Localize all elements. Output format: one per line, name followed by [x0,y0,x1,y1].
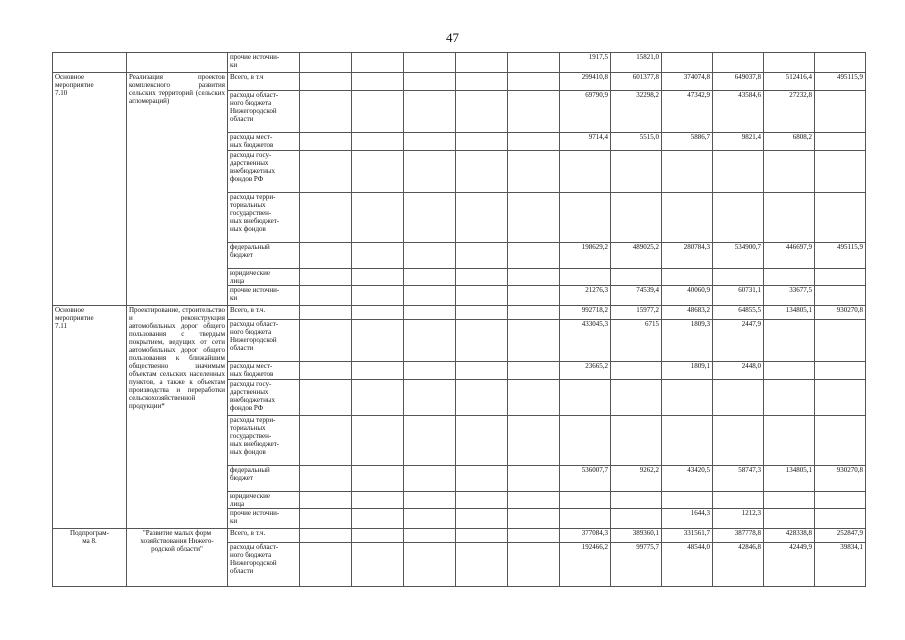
value-cell [764,509,815,529]
value-cell: 495115,9 [815,73,866,91]
value-cell: 134805,1 [764,466,815,492]
value-cell: 433045,3 [560,320,611,362]
table-row [53,529,866,543]
funding-source: расходы терри- ториальных государствен- ных внебюджет- ных фондов [228,416,300,466]
value-cell [662,53,713,73]
value-cell: 428338,8 [764,529,815,543]
value-cell [815,133,866,151]
empty-cell [508,492,560,509]
empty-cell [352,269,404,286]
empty-cell [300,509,352,529]
empty-cell [300,529,352,543]
empty-cell [404,73,456,91]
empty-cell [53,53,127,73]
empty-cell [456,193,508,243]
table-row [53,306,866,320]
value-cell: 15977,2 [611,306,662,320]
value-cell: 21276,3 [560,286,611,306]
funding-source: Всего, в т.ч. [228,306,300,320]
value-cell [815,269,866,286]
empty-cell [508,151,560,193]
value-cell: 489025,2 [611,243,662,269]
funding-source: Всего, в т.ч [228,73,300,91]
value-cell: 9714,4 [560,133,611,151]
empty-cell [352,416,404,466]
value-cell: 9821,4 [713,133,764,151]
value-cell: 192466,2 [560,543,611,587]
funding-source: расходы госу- дарственных внебюджетных фондов РФ [228,380,300,416]
value-cell [815,416,866,466]
empty-cell [508,53,560,73]
empty-cell [352,320,404,362]
empty-cell [300,466,352,492]
funding-source: прочие источни- ки [228,53,300,73]
empty-cell [508,320,560,362]
empty-cell [456,133,508,151]
value-cell [662,193,713,243]
value-cell [611,492,662,509]
value-cell: 6808,2 [764,133,815,151]
funding-source: прочие источни- ки [228,286,300,306]
empty-cell [456,53,508,73]
value-cell [815,509,866,529]
value-cell: 47342,9 [662,91,713,133]
empty-cell [300,91,352,133]
empty-cell [352,492,404,509]
value-cell: 331561,7 [662,529,713,543]
empty-cell [508,269,560,286]
empty-cell [404,243,456,269]
value-cell [764,53,815,73]
empty-cell [404,320,456,362]
value-cell: 43420,5 [662,466,713,492]
table-row [53,73,866,91]
value-cell: 64855,5 [713,306,764,320]
empty-cell [508,133,560,151]
empty-cell [404,380,456,416]
value-cell [560,416,611,466]
empty-cell [508,362,560,380]
empty-cell [508,73,560,91]
value-cell: 48683,2 [662,306,713,320]
funding-source: юридические лица [228,492,300,509]
value-cell: 40060,9 [662,286,713,306]
value-cell [611,362,662,380]
empty-cell [352,151,404,193]
value-cell [713,416,764,466]
value-cell [764,320,815,362]
value-cell: 495115,9 [815,243,866,269]
budget-table [52,52,866,587]
program-label: Подпрограм- ма 8. [53,529,127,587]
value-cell: 74539,4 [611,286,662,306]
empty-cell [300,53,352,73]
funding-source: расходы мест- ных бюджетов [228,362,300,380]
value-cell [815,380,866,416]
empty-cell [300,243,352,269]
funding-source: расходы област- ного бюджета Нижегородской области [228,91,300,133]
value-cell [611,509,662,529]
value-cell [560,151,611,193]
value-cell: 299410,8 [560,73,611,91]
empty-cell [404,362,456,380]
funding-source: Всего, в т.ч. [228,529,300,543]
empty-cell [508,286,560,306]
empty-cell [352,73,404,91]
program-description: Проектирование, строительство и реконструкция автомобильных дорог общего пользования с твердым покрытием, ведущих от сети автомобильных дорог общего пользования к ближайшим общественно значимым объектам сельских населенных пунктов, а также к объектам производства и переработки сельскохозяйственной продукции* [127,306,228,529]
empty-cell [508,416,560,466]
empty-cell [300,73,352,91]
value-cell [815,362,866,380]
empty-cell [404,193,456,243]
value-cell [764,492,815,509]
empty-cell [404,53,456,73]
funding-source: расходы област- ного бюджета Нижегородской области [228,543,300,587]
value-cell: 446697,9 [764,243,815,269]
value-cell [815,193,866,243]
empty-cell [508,529,560,543]
value-cell [764,193,815,243]
value-cell: 23665,2 [560,362,611,380]
value-cell [611,151,662,193]
value-cell: 1917,5 [560,53,611,73]
value-cell: 48544,0 [662,543,713,587]
value-cell: 134805,1 [764,306,815,320]
value-cell: 15821,0 [611,53,662,73]
value-cell: 992718,2 [560,306,611,320]
value-cell: 1809,1 [662,362,713,380]
value-cell: 2448,0 [713,362,764,380]
funding-source: федеральный бюджет [228,243,300,269]
value-cell: 534900,7 [713,243,764,269]
empty-cell [456,151,508,193]
value-cell [815,320,866,362]
empty-cell [300,362,352,380]
empty-cell [508,466,560,492]
empty-cell [456,306,508,320]
value-cell: 377084,3 [560,529,611,543]
value-cell: 252847,9 [815,529,866,543]
empty-cell [352,243,404,269]
value-cell [764,380,815,416]
value-cell [611,416,662,466]
empty-cell [352,380,404,416]
page-number: 47 [446,30,459,45]
empty-cell [404,466,456,492]
value-cell: 930270,8 [815,466,866,492]
empty-cell [456,320,508,362]
empty-cell [352,362,404,380]
empty-cell [300,543,352,587]
empty-cell [300,269,352,286]
empty-cell [352,529,404,543]
funding-source: расходы мест- ных бюджетов [228,133,300,151]
value-cell [560,193,611,243]
empty-cell [352,286,404,306]
value-cell [560,380,611,416]
funding-source: расходы област- ного бюджета Нижегородской области [228,320,300,362]
empty-cell [456,466,508,492]
empty-cell [352,306,404,320]
empty-cell [352,466,404,492]
value-cell [815,53,866,73]
value-cell [560,509,611,529]
empty-cell [456,362,508,380]
empty-cell [352,509,404,529]
empty-cell [456,380,508,416]
value-cell: 9262,2 [611,466,662,492]
empty-cell [300,193,352,243]
value-cell [662,151,713,193]
value-cell [764,269,815,286]
value-cell: 387778,8 [713,529,764,543]
empty-cell [404,509,456,529]
value-cell: 58747,3 [713,466,764,492]
table-row [53,53,866,73]
empty-cell [508,543,560,587]
value-cell: 536007,7 [560,466,611,492]
value-cell [764,362,815,380]
empty-cell [508,91,560,133]
empty-cell [404,151,456,193]
value-cell: 198629,2 [560,243,611,269]
empty-cell [456,416,508,466]
value-cell: 42449,9 [764,543,815,587]
empty-cell [456,529,508,543]
value-cell [713,193,764,243]
value-cell [815,151,866,193]
value-cell: 42846,8 [713,543,764,587]
value-cell: 1644,3 [662,509,713,529]
empty-cell [456,509,508,529]
empty-cell [300,492,352,509]
value-cell: 43584,6 [713,91,764,133]
value-cell [560,269,611,286]
value-cell [611,193,662,243]
value-cell: 5515,0 [611,133,662,151]
value-cell [713,380,764,416]
value-cell [662,380,713,416]
empty-cell [300,306,352,320]
value-cell: 39834,1 [815,543,866,587]
empty-cell [456,492,508,509]
empty-cell [404,91,456,133]
empty-cell [404,133,456,151]
empty-cell [456,243,508,269]
value-cell [560,492,611,509]
funding-source: юридические лица [228,269,300,286]
empty-cell [508,509,560,529]
empty-cell [300,151,352,193]
empty-cell [456,543,508,587]
empty-cell [508,243,560,269]
funding-source: расходы госу- дарственных внебюджетных фондов РФ [228,151,300,193]
value-cell [815,492,866,509]
funding-source: расходы терри- ториальных государствен- ных внебюджет- ных фондов [228,193,300,243]
empty-cell [404,543,456,587]
value-cell: 374074,8 [662,73,713,91]
value-cell: 33677,5 [764,286,815,306]
empty-cell [300,320,352,362]
empty-cell [508,306,560,320]
empty-cell [352,543,404,587]
empty-cell [352,133,404,151]
empty-cell [508,380,560,416]
empty-cell [404,492,456,509]
value-cell [713,269,764,286]
empty-cell [404,529,456,543]
empty-cell [404,286,456,306]
empty-cell [300,133,352,151]
empty-cell [300,286,352,306]
value-cell: 649037,8 [713,73,764,91]
funding-source: федеральный бюджет [228,466,300,492]
empty-cell [127,53,228,73]
value-cell [713,492,764,509]
program-description: "Развитие малых форм хозяйствования Нижего- родской области" [127,529,228,587]
value-cell [764,416,815,466]
value-cell: 601377,8 [611,73,662,91]
table-body [53,53,866,587]
empty-cell [508,193,560,243]
empty-cell [352,91,404,133]
empty-cell [300,380,352,416]
value-cell: 69790,9 [560,91,611,133]
value-cell: 5886,7 [662,133,713,151]
value-cell: 1212,3 [713,509,764,529]
value-cell: 389360,1 [611,529,662,543]
value-cell: 512416,4 [764,73,815,91]
empty-cell [404,269,456,286]
value-cell: 2447,9 [713,320,764,362]
empty-cell [300,416,352,466]
value-cell [713,53,764,73]
program-description: Реализация проектов комплексного развития сельских территорий (сельских агломераций) [127,73,228,306]
value-cell [662,416,713,466]
value-cell: 32298,2 [611,91,662,133]
value-cell: 1809,3 [662,320,713,362]
value-cell [611,380,662,416]
value-cell [815,91,866,133]
program-label: Основное мероприятие 7.11 [53,306,127,529]
empty-cell [456,73,508,91]
value-cell [713,151,764,193]
funding-source: прочие источни- ки [228,509,300,529]
value-cell: 27232,8 [764,91,815,133]
value-cell: 280784,3 [662,243,713,269]
value-cell: 60731,1 [713,286,764,306]
value-cell: 99775,7 [611,543,662,587]
empty-cell [404,306,456,320]
value-cell [611,269,662,286]
empty-cell [352,53,404,73]
value-cell: 6715 [611,320,662,362]
empty-cell [456,286,508,306]
value-cell [662,492,713,509]
empty-cell [456,269,508,286]
empty-cell [352,193,404,243]
value-cell: 930270,8 [815,306,866,320]
value-cell [662,269,713,286]
program-label: Основное мероприятие 7.10 [53,73,127,306]
value-cell [764,151,815,193]
empty-cell [456,91,508,133]
value-cell [815,286,866,306]
empty-cell [404,416,456,466]
